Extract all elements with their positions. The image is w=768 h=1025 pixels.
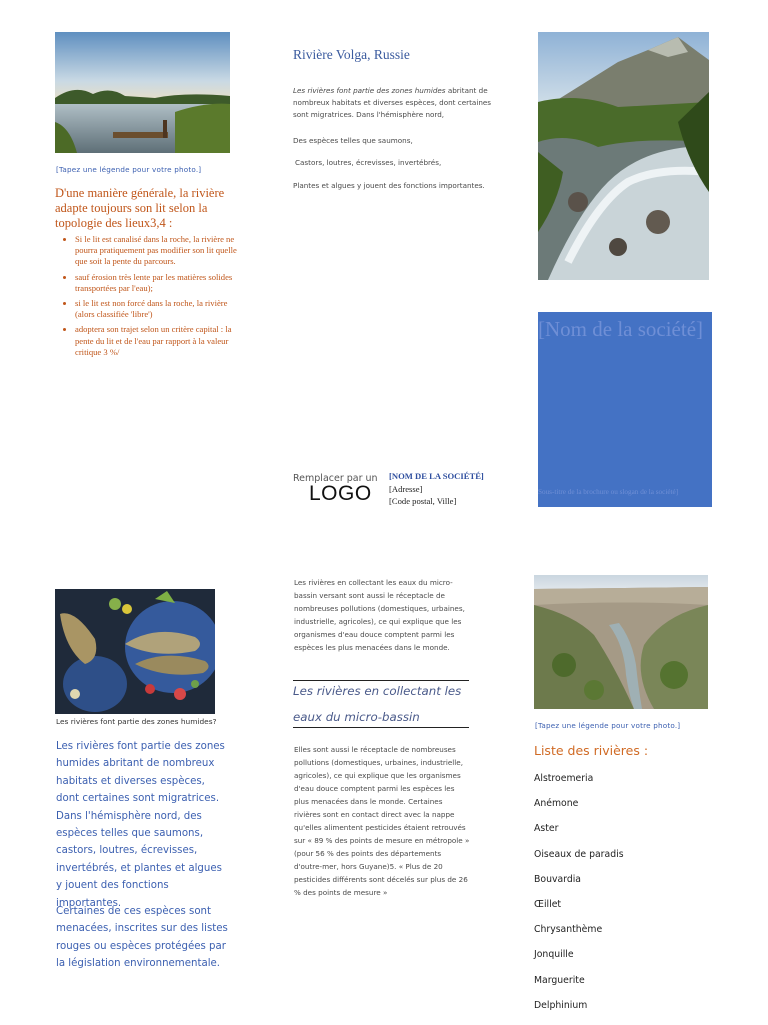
body-paragraph: Les rivières font partie des zones humides abritant de nombreux habitats et diverses espèces, dont certaines sont migratrices. Dans l'hémisphère nord, des espèces telles que saumons, castors, loutres, écrevisses, invertébrés, et plantes et algues y jouent des fonctions importantes. xyxy=(56,741,225,909)
intro-rest: abritant de nombreux habitats et diverses espèces, dont certaines sont migratrices. Dans l'hémisphère nord, xyxy=(293,86,492,119)
photo-caption: [Tapez une légende pour votre photo.] xyxy=(535,721,681,730)
species-line: Des espèces telles que saumons, xyxy=(293,136,413,145)
lake-photo xyxy=(55,32,230,153)
company-address-block xyxy=(389,470,484,508)
page-title: Rivière Volga, Russie xyxy=(293,47,410,62)
list-item: • adoptera son trajet selon un critère capital : la pente du lit et de l'eau par rapport à la valeur critique 3 %/ xyxy=(75,324,245,358)
river-list-title: Liste des rivières : xyxy=(534,743,649,758)
list-item: • si le lit est non forcé dans la roche, la rivière (alors classifiée 'libre') xyxy=(75,298,245,320)
list-item: Bouvardia xyxy=(534,873,581,885)
list-item: Aster xyxy=(534,823,559,835)
list-item: Delphinium xyxy=(534,999,588,1011)
species-line: Plantes et algues y jouent des fonctions importantes. xyxy=(293,181,485,190)
pull-quote: Les rivières en collectant les eaux du micro-bassin xyxy=(293,684,462,724)
list-item: Marguerite xyxy=(534,974,585,986)
canyon-river-photo xyxy=(534,575,708,709)
species-line: Castors, loutres, écrevisses, invertébrés, xyxy=(295,158,442,167)
pollution-paragraph: Les rivières en collectant les eaux du micro-bassin versant sont aussi le réceptacle de nombreuses pollutions (domestiques, urbaines, industrielle, agricoles), ce qui explique que les organismes d'eau douce comptent parmi les espèces les plus menacées dans le monde. xyxy=(294,578,465,652)
list-item: Œillet xyxy=(534,898,562,910)
list-item: Oiseaux de paradis xyxy=(534,848,624,860)
body-paragraph: Certaines de ces espèces sont menacées, inscrites sur des listes rouges ou espèces protégées par la législation environnementale. xyxy=(56,906,228,970)
intro-italic: Les rivières font partie des zones humides xyxy=(293,86,446,95)
list-item: Alstroemeria xyxy=(534,773,594,784)
company-title[interactable]: [Nom de la société] xyxy=(538,317,704,341)
list-item: Jonquille xyxy=(534,949,574,961)
logo-placeholder[interactable]: LOGO xyxy=(309,482,372,505)
photo-caption: [Tapez une légende pour votre photo.] xyxy=(56,165,202,174)
address-line: [Adresse] xyxy=(389,483,423,494)
pollution-detail-paragraph: Elles sont aussi le réceptacle de nombreuses pollutions (domestiques, urbaines, industrielle, agricoles), ce qui explique que les organismes d'eau douce comptent parmi les espèces les plus menacées dans le monde. Certaines rivières sont en contact direct avec la nappe qu'elles alimentent pesticides étaient retrouvés sur « 89 % des points de mesure en métropole » (pour 56 % des points des départements d'outre-mer, hors Guyane)5. « Plus de 20 pesticides différents sont décelés sur plus de 26 % des points de mesure » xyxy=(294,745,470,897)
topology-bullet-list xyxy=(57,234,245,362)
company-subtitle[interactable]: Sous-titre de la brochure ou slogan de la société] xyxy=(538,488,679,496)
company-info-box xyxy=(538,312,712,507)
list-item: Chrysanthème xyxy=(534,924,603,936)
river-list xyxy=(534,773,704,1025)
mountain-stream-photo xyxy=(538,32,709,280)
food-photo-caption: Les rivières font partie des zones humides? xyxy=(56,717,217,726)
intro-paragraph xyxy=(293,85,493,121)
section-heading: D'une manière générale, la rivière adapte toujours son lit selon la topologie des lieux3,4 : xyxy=(55,186,225,230)
list-item: • sauf érosion très lente par les matières solides transportées par l'eau); xyxy=(75,272,245,294)
list-item: Anémone xyxy=(534,798,579,810)
fish-food-photo xyxy=(55,589,215,714)
quote-divider xyxy=(293,727,469,728)
postal-line: [Code postal, Ville] xyxy=(389,496,457,506)
list-item: • Si le lit est canalisé dans la roche, la rivière ne pourra pratiquement pas modifier son lit quelle que soit la pente du parcours. xyxy=(75,234,245,268)
company-name: [NOM DE LA SOCIÉTÉ] xyxy=(389,471,484,481)
logo-replace-text: Remplacer par un xyxy=(293,473,378,484)
